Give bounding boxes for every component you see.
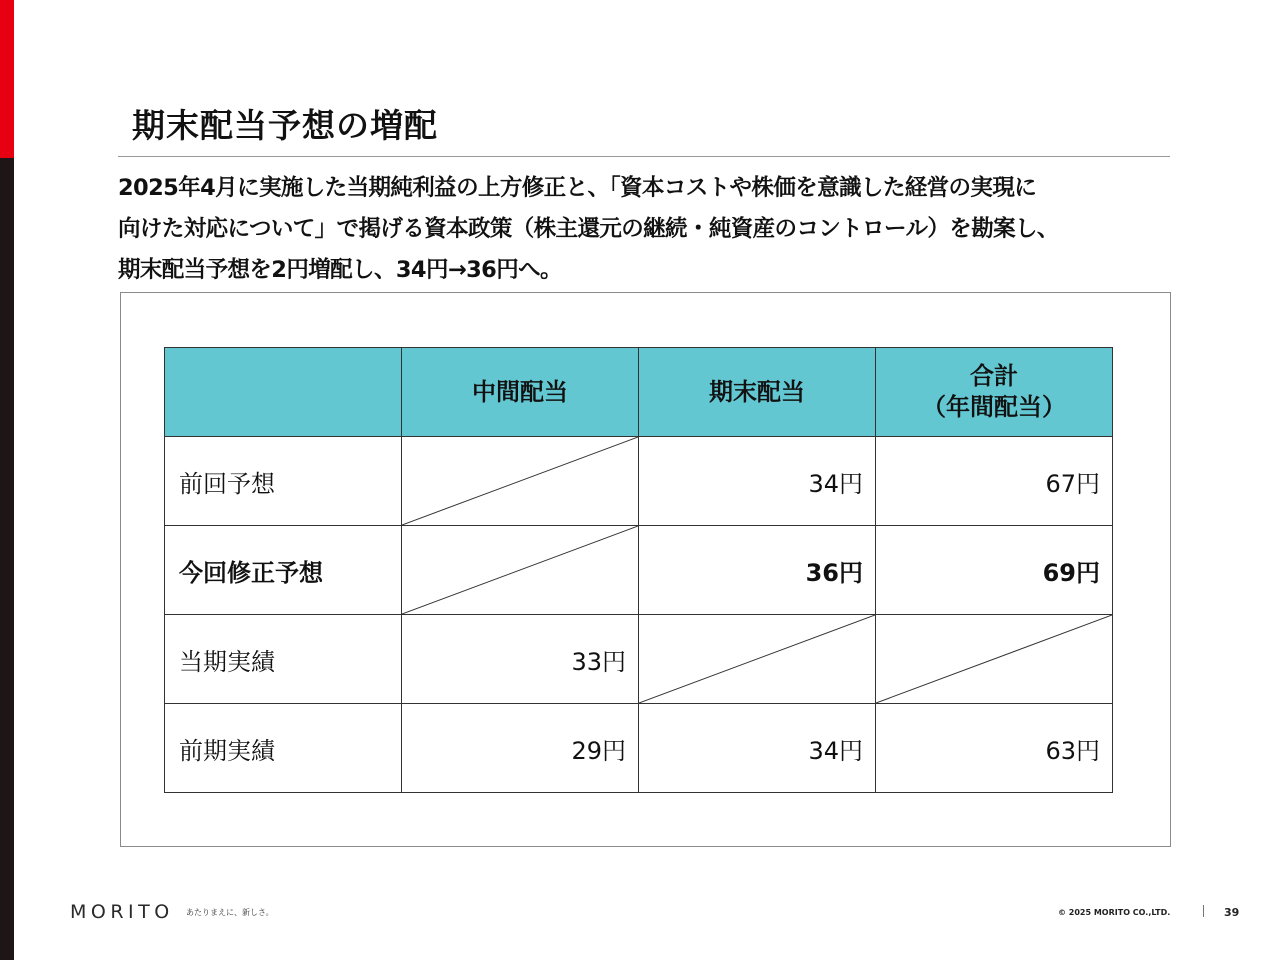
table-header-row bbox=[165, 348, 1113, 437]
interim-value: 33円 bbox=[402, 615, 639, 704]
table-row bbox=[165, 526, 1113, 615]
body-line: 期末配当予想を2円増配し、34円→36円へ。 bbox=[118, 257, 562, 283]
copyright: © 2025 MORITO CO.,LTD. bbox=[1058, 908, 1171, 917]
row-label: 今回修正予想 bbox=[165, 526, 402, 615]
header-total-label: 合計 bbox=[970, 362, 1018, 390]
page-title: 期末配当予想の増配 bbox=[132, 106, 438, 145]
dividend-table bbox=[164, 347, 1113, 793]
year-end-value: 36円 bbox=[639, 526, 876, 615]
body-text bbox=[118, 168, 1248, 291]
header-total-sub: （年間配当） bbox=[922, 393, 1066, 421]
diagonal-slash bbox=[639, 615, 875, 703]
header-empty bbox=[165, 348, 402, 437]
empty-slash-cell bbox=[876, 615, 1113, 704]
header-interim: 中間配当 bbox=[402, 348, 639, 437]
empty-slash-cell bbox=[639, 615, 876, 704]
interim-value: 29円 bbox=[402, 704, 639, 793]
company-logo: MORITO bbox=[70, 901, 174, 923]
header-year-end: 期末配当 bbox=[639, 348, 876, 437]
year-end-value: 34円 bbox=[639, 437, 876, 526]
year-end-value: 34円 bbox=[639, 704, 876, 793]
header-total bbox=[876, 348, 1113, 437]
side-bar-accent bbox=[0, 0, 14, 158]
table-row bbox=[165, 615, 1113, 704]
row-label: 前回予想 bbox=[165, 437, 402, 526]
page-separator bbox=[1203, 905, 1204, 917]
diagonal-slash bbox=[402, 437, 638, 525]
table-row bbox=[165, 437, 1113, 526]
total-value: 63円 bbox=[876, 704, 1113, 793]
body-line: 向けた対応について」で掲げる資本政策（株主還元の継続・純資産のコントロール）を勘案し、 bbox=[118, 216, 1059, 242]
diagonal-slash bbox=[402, 526, 638, 614]
table-row bbox=[165, 704, 1113, 793]
body-line: 2025年4月に実施した当期純利益の上方修正と、「資本コストや株価を意識した経営の実現に bbox=[118, 175, 1037, 201]
tagline: あたりまえに、新しさ。 bbox=[186, 908, 274, 917]
empty-slash-cell bbox=[402, 437, 639, 526]
page-number: 39 bbox=[1224, 906, 1240, 919]
empty-slash-cell bbox=[402, 526, 639, 615]
row-label: 前期実績 bbox=[165, 704, 402, 793]
diagonal-slash bbox=[876, 615, 1112, 703]
row-label: 当期実績 bbox=[165, 615, 402, 704]
total-value: 69円 bbox=[876, 526, 1113, 615]
title-divider bbox=[118, 156, 1170, 157]
total-value: 67円 bbox=[876, 437, 1113, 526]
